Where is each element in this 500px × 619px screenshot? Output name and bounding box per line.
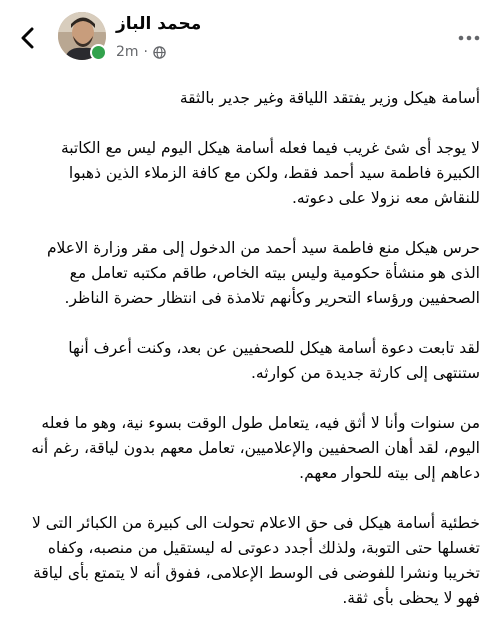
post-paragraph: لقد تابعت دعوة أسامة هيكل للصحفيين عن بعد، وكنت أعرف أنها ستنتهى إلى كارثة جديدة من كوارثه. [68, 339, 480, 382]
post-paragraph: من سنوات وأنا لا أثق فيه، يتعامل طول الوقت بسوء نية، وهو ما فعله اليوم، لقد أهان الصحفيين والإعلاميين، تعامل معهم بدون لياقة، رغم أنه دعاهم إلى بيته للحوار معهم. [31, 414, 480, 482]
back-button[interactable] [14, 24, 42, 52]
post-meta [116, 44, 166, 60]
post-header [0, 0, 500, 78]
post-timestamp[interactable]: 2m [116, 44, 139, 60]
meta-separator: · [143, 44, 148, 60]
post-paragraph-title: أسامة هيكل وزير يفتقد اللياقة وغير جدير بالثقة [179, 89, 480, 107]
post-paragraph: خطئية أسامة هيكل فى حق الاعلام تحولت الى كبيرة من الكبائر التى لا تغسلها حتى التوبة، ولذلك أجدد دعوتى له ليستقيل من منصبه، وكفاه تخريبا ونشرا للفوضى فى الوسط الإعلامى، ففوق أنه لا يتمتع بأى لياقة فهو لا يحظى بأى ثقة. [32, 514, 480, 607]
globe-icon [153, 46, 166, 59]
chevron-left-icon [20, 27, 36, 49]
more-dots-icon [458, 35, 480, 41]
author-name[interactable]: محمد الباز [116, 14, 202, 34]
post-paragraph: لا يوجد أى شئ غريب فيما فعله أسامة هيكل اليوم ليس مع الكاتبة الكبيرة فاطمة سيد أحمد فقط، ولكن مع كافة الزملاء الذين ذهبوا للنقاش معه نزولا على دعوته. [60, 139, 480, 207]
post-paragraph: حرس هيكل منع فاطمة سيد أحمد من الدخول إلى مقر وزارة الاعلام الذى هو منشأة حكومية وليس بيته الخاص، طاقم مكتبه تعامل مع الصحفيين ورؤساء التحرير وكأنهم تلامذة فى انتظار حضرة الناظر. [46, 239, 480, 307]
more-options-button[interactable] [454, 26, 484, 50]
post-text [20, 86, 480, 611]
online-status-indicator [90, 44, 107, 61]
avatar-container[interactable] [58, 12, 106, 60]
